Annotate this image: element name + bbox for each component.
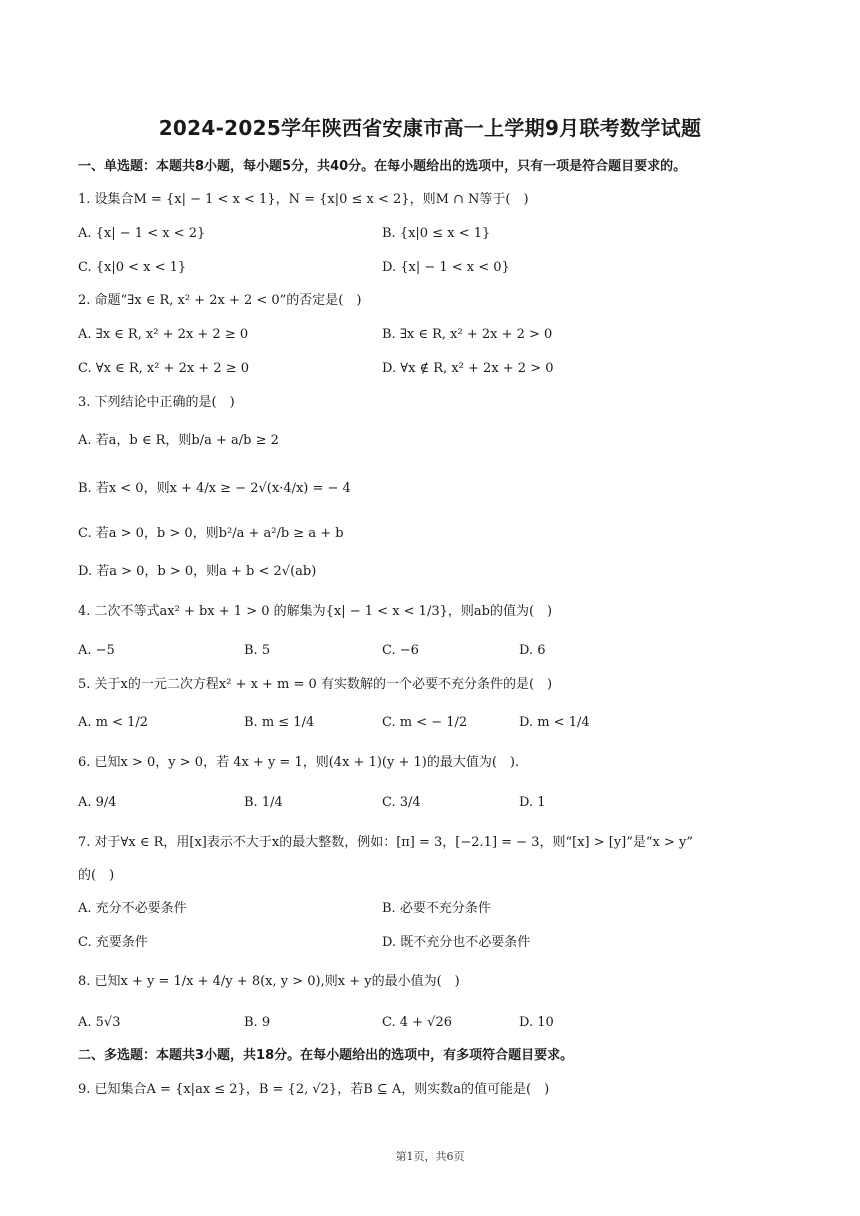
- question-1-stem: 1. 设集合M = {x| − 1 < x < 1}，N = {x|0 ≤ x < 2}，则M ∩ N等于( ): [78, 192, 529, 207]
- question-7-stem-continued: 的( ): [78, 868, 115, 883]
- question-8-option-c: C. 4 + √26: [382, 1015, 453, 1030]
- question-4-option-d: D. 6: [519, 643, 546, 658]
- question-2-stem: 2. 命题“∃x ∈ R, x² + 2x + 2 < 0”的否定是( ): [78, 293, 362, 308]
- question-8-option-d: D. 10: [519, 1015, 554, 1030]
- question-4-option-c: C. −6: [382, 643, 419, 658]
- question-9-stem: 9. 已知集合A = {x|ax ≤ 2}，B = {2, √2}，若B ⊆ A，则实数a的值可能是( ): [78, 1082, 550, 1097]
- question-5-option-b: B. m ≤ 1/4: [244, 715, 315, 730]
- question-7-stem: 7. 对于∀x ∈ R，用[x]表示不大于x的最大整数，例如：[π] = 3，[−2.1] = − 3，则“[x] > [y]”是“x > y”: [78, 835, 694, 850]
- question-2-option-d: D. ∀x ∉ R, x² + 2x + 2 > 0: [382, 361, 554, 376]
- question-2-option-a: A. ∃x ∈ R, x² + 2x + 2 ≥ 0: [78, 327, 249, 342]
- section-heading-multiple-choice: 二、多选题：本题共3小题，共18分。在每小题给出的选项中，有多项符合题目要求。: [78, 1048, 574, 1063]
- question-7-option-a: A. 充分不必要条件: [78, 901, 187, 916]
- question-3-option-d: D. 若a > 0，b > 0，则a + b < 2√(ab): [78, 564, 317, 579]
- question-2-option-c: C. ∀x ∈ R, x² + 2x + 2 ≥ 0: [78, 361, 250, 376]
- question-5-stem: 5. 关于x的一元二次方程x² + x + m = 0 有实数解的一个必要不充分条件的是( ): [78, 677, 553, 692]
- question-6-option-b: B. 1/4: [244, 795, 283, 810]
- question-4-option-b: B. 5: [244, 643, 271, 658]
- question-2-option-b: B. ∃x ∈ R, x² + 2x + 2 > 0: [382, 327, 553, 342]
- question-1-option-c: C. {x|0 < x < 1}: [78, 260, 187, 275]
- question-3-option-a: A. 若a，b ∈ R，则b/a + a/b ≥ 2: [78, 433, 279, 448]
- question-5-option-a: A. m < 1/2: [78, 715, 149, 730]
- question-4-option-a: A. −5: [78, 643, 115, 658]
- page-title: 2024-2025学年陕西省安康市高一上学期9月联考数学试题: [158, 116, 702, 140]
- section-heading-single-choice: 一、单选题：本题共8小题，每小题5分，共40分。在每小题给出的选项中，只有一项是符合题目要求的。: [78, 159, 687, 174]
- question-5-option-d: D. m < 1/4: [519, 715, 590, 730]
- question-6-stem: 6. 已知x > 0，y > 0，若 4x + y = 1，则(4x + 1)(y + 1)的最大值为( ).: [78, 755, 520, 770]
- question-8-stem: 8. 已知x + y = 1/x + 4/y + 8(x, y > 0),则x + y的最小值为( ): [78, 974, 460, 989]
- question-8-option-b: B. 9: [244, 1015, 271, 1030]
- question-7-option-c: C. 充要条件: [78, 935, 148, 950]
- question-3-option-c: C. 若a > 0，b > 0，则b²/a + a²/b ≥ a + b: [78, 526, 344, 541]
- question-7-option-d: D. 既不充分也不必要条件: [382, 935, 531, 950]
- question-6-option-d: D. 1: [519, 795, 546, 810]
- question-3-stem: 3. 下列结论中正确的是( ): [78, 395, 235, 410]
- page-footer: 第1页，共6页: [395, 1150, 465, 1163]
- question-4-stem: 4. 二次不等式ax² + bx + 1 > 0 的解集为{x| − 1 < x < 1/3}，则ab的值为( ): [78, 604, 553, 619]
- question-7-option-b: B. 必要不充分条件: [382, 901, 491, 916]
- question-5-option-c: C. m < − 1/2: [382, 715, 468, 730]
- question-6-option-a: A. 9/4: [78, 795, 117, 810]
- question-1-option-b: B. {x|0 ≤ x < 1}: [382, 226, 491, 241]
- question-8-option-a: A. 5√3: [78, 1015, 121, 1030]
- question-6-option-c: C. 3/4: [382, 795, 421, 810]
- question-1-option-a: A. {x| − 1 < x < 2}: [78, 226, 206, 241]
- question-3-option-b: B. 若x < 0，则x + 4/x ≥ − 2√(x·4/x) = − 4: [78, 481, 351, 496]
- question-1-option-d: D. {x| − 1 < x < 0}: [382, 260, 510, 275]
